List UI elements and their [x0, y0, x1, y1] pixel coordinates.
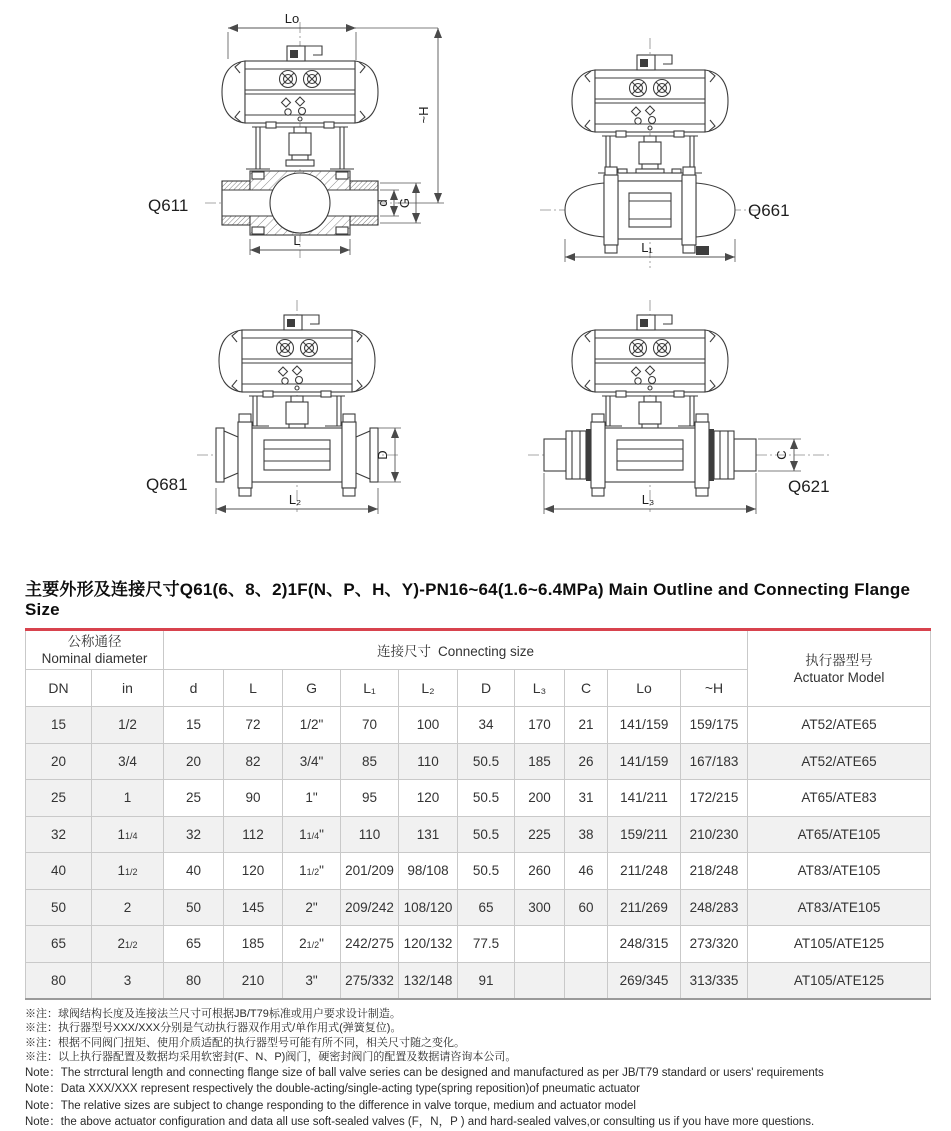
- table-cell: 260: [515, 853, 565, 890]
- table-cell: 1: [92, 780, 164, 817]
- table-cell: 3: [92, 962, 164, 999]
- table-cell: 200: [515, 780, 565, 817]
- table-cell: 1/2: [92, 707, 164, 744]
- table-cell: 25: [26, 780, 92, 817]
- table-cell: 32: [26, 816, 92, 853]
- dim-label-lo: Lo: [284, 11, 300, 26]
- table-cell: 70: [341, 707, 399, 744]
- table-cell: [565, 926, 608, 963]
- header-col: G: [283, 670, 341, 707]
- table-cell: [515, 926, 565, 963]
- table-cell: 110: [341, 816, 399, 853]
- table-cell: 11/4: [92, 816, 164, 853]
- table-cell: AT105/ATE125: [748, 962, 931, 999]
- table-cell: AT65/ATE83: [748, 780, 931, 817]
- table-cell: [565, 962, 608, 999]
- note-line: Note：Data XXX/XXX represent respectively the double-acting/single-acting type(spring reposition)of pneumatic actuator: [25, 1083, 640, 1095]
- diagram-q661: [540, 38, 790, 268]
- note-line: Note：The strrctural length and connecting flange size of ball valve series can be designed and manufactured as per JB/T79 standard or users' requirements: [25, 1066, 824, 1079]
- table-cell: 50.5: [458, 743, 515, 780]
- table-cell: 50.5: [458, 816, 515, 853]
- table-cell: 159/211: [608, 816, 681, 853]
- note-line: ※注：以上执行器配置及数据均采用软密封(F、N、P)阀门，硬密封阀门的配置及数据请咨询本公司。: [25, 1051, 517, 1063]
- dim-label-l2: L₂: [288, 492, 302, 507]
- note-line: ※注：球阀结构长度及连接法兰尺寸可根据JB/T79标准或用户要求设计制造。: [25, 1007, 401, 1020]
- table-cell: 31: [565, 780, 608, 817]
- diagram-label-q621: Q621: [788, 477, 830, 496]
- table-cell: AT105/ATE125: [748, 926, 931, 963]
- table-cell: 98/108: [399, 853, 458, 890]
- table-cell: 95: [341, 780, 399, 817]
- table-cell: 80: [26, 962, 92, 999]
- table-cell: 65: [26, 926, 92, 963]
- header-nominal-diameter: [26, 630, 164, 670]
- table-cell: 15: [164, 707, 224, 744]
- table-cell: AT52/ATE65: [748, 743, 931, 780]
- table-cell: 65: [164, 926, 224, 963]
- valve-diagrams-figure: [0, 0, 951, 558]
- table-cell: [515, 962, 565, 999]
- header-col: L₁: [341, 670, 399, 707]
- dim-label-l1: L₁: [641, 240, 653, 255]
- table-cell: 82: [224, 743, 283, 780]
- table-cell: 211/269: [608, 889, 681, 926]
- table-cell: 80: [164, 962, 224, 999]
- table-cell: 50: [26, 889, 92, 926]
- table-row: [26, 780, 931, 817]
- header-col: C: [565, 670, 608, 707]
- table-cell: 218/248: [681, 853, 748, 890]
- table-cell: 21: [565, 707, 608, 744]
- dimension-table: [25, 628, 931, 1000]
- header-connecting-size-en: Connecting size: [438, 644, 535, 659]
- table-cell: 201/209: [341, 853, 399, 890]
- dim-label-l3: L₃: [641, 492, 655, 507]
- table-cell: 11/2": [283, 853, 341, 890]
- notes-zh: [25, 1007, 951, 1065]
- table-cell: 108/120: [399, 889, 458, 926]
- table-cell: 21/2: [92, 926, 164, 963]
- table-cell: 50.5: [458, 780, 515, 817]
- notes: [25, 1007, 951, 1131]
- table-cell: 100: [399, 707, 458, 744]
- table-cell: 65: [458, 889, 515, 926]
- table-cell: 185: [224, 926, 283, 963]
- table-cell: 120: [399, 780, 458, 817]
- table-cell: 159/175: [681, 707, 748, 744]
- dim-label-g: G: [397, 197, 412, 209]
- table-cell: 242/275: [341, 926, 399, 963]
- header-col: L₃: [515, 670, 565, 707]
- table-cell: 172/215: [681, 780, 748, 817]
- header-actuator-model: [748, 630, 931, 707]
- table-cell: 110: [399, 743, 458, 780]
- table-body: [26, 707, 931, 999]
- table-cell: 11/2: [92, 853, 164, 890]
- table-cell: 300: [515, 889, 565, 926]
- table-row: [26, 853, 931, 890]
- table-cell: 50: [164, 889, 224, 926]
- table-cell: 225: [515, 816, 565, 853]
- table-cell: 112: [224, 816, 283, 853]
- table-cell: 2: [92, 889, 164, 926]
- table-cell: AT83/ATE105: [748, 889, 931, 926]
- table-cell: 40: [26, 853, 92, 890]
- table-cell: 141/159: [608, 707, 681, 744]
- table-cell: 2": [283, 889, 341, 926]
- dim-label-d: d: [375, 199, 390, 207]
- table-row: [26, 743, 931, 780]
- header-actuator-model-en: Actuator Model: [793, 669, 885, 685]
- table-cell: 32: [164, 816, 224, 853]
- table-cell: 273/320: [681, 926, 748, 963]
- table-cell: 20: [164, 743, 224, 780]
- table-cell: 90: [224, 780, 283, 817]
- dim-label-l: L: [293, 233, 301, 248]
- table-cell: AT83/ATE105: [748, 853, 931, 890]
- table-cell: 141/211: [608, 780, 681, 817]
- table-cell: 46: [565, 853, 608, 890]
- table-cell: 167/183: [681, 743, 748, 780]
- header-nominal-diameter-zh: 公称通径: [67, 634, 122, 649]
- header-nominal-diameter-en: Nominal diameter: [41, 651, 148, 666]
- table-cell: 11/4": [283, 816, 341, 853]
- table-cell: 25: [164, 780, 224, 817]
- table-cell: 132/148: [399, 962, 458, 999]
- table-cell: 248/283: [681, 889, 748, 926]
- header-col: Lo: [608, 670, 681, 707]
- table-cell: 3": [283, 962, 341, 999]
- table-cell: 211/248: [608, 853, 681, 890]
- table-cell: 185: [515, 743, 565, 780]
- table-row: [26, 962, 931, 999]
- table-cell: 38: [565, 816, 608, 853]
- header-actuator-model-zh: 执行器型号: [805, 652, 873, 668]
- diagram-label-q611: Q611: [148, 196, 189, 215]
- header-col: D: [458, 670, 515, 707]
- table-cell: 21/2": [283, 926, 341, 963]
- note-line: Note：the above actuator configuration and data all use soft-sealed valves (F，N，P ) and hard-sealed valves,or consulting us if you have more questions.: [25, 1116, 815, 1128]
- header-col: L₂: [399, 670, 458, 707]
- header-col: L: [224, 670, 283, 707]
- table-cell: 141/159: [608, 743, 681, 780]
- header-connecting-size-zh: 连接尺寸: [377, 644, 431, 659]
- table-cell: 248/315: [608, 926, 681, 963]
- table-cell: 60: [565, 889, 608, 926]
- table-cell: 91: [458, 962, 515, 999]
- table-cell: 1/2": [283, 707, 341, 744]
- section-title: 主要外形及连接尺寸Q61(6、8、2)1F(N、P、H、Y)-PN16~64(1.6~6.4MPa) Main Outline and Connecting Flange Size: [25, 580, 911, 619]
- table-cell: 3/4: [92, 743, 164, 780]
- table-cell: 120: [224, 853, 283, 890]
- table-cell: 313/335: [681, 962, 748, 999]
- table-cell: 209/242: [341, 889, 399, 926]
- notes-en: [25, 1065, 951, 1131]
- table-cell: 131: [399, 816, 458, 853]
- table-row: [26, 816, 931, 853]
- table-cell: 145: [224, 889, 283, 926]
- dim-label-d-outer: D: [375, 450, 390, 460]
- header-col: DN: [26, 670, 92, 707]
- table-row: [26, 926, 931, 963]
- table-cell: 3/4": [283, 743, 341, 780]
- table-cell: AT52/ATE65: [748, 707, 931, 744]
- table-cell: 85: [341, 743, 399, 780]
- diagram-label-q661: Q661: [748, 201, 790, 220]
- table-row: [26, 707, 931, 744]
- table-cell: 1": [283, 780, 341, 817]
- dim-label-c: C: [774, 450, 789, 460]
- diagram-q681: [146, 300, 401, 514]
- note-line: ※注：执行器型号XXX/XXX分别是气动执行器双作用式/单作用式(弹簧复位)。: [25, 1022, 402, 1034]
- header-col: ~H: [681, 670, 748, 707]
- diagram-label-q681: Q681: [146, 475, 188, 494]
- table-cell: 40: [164, 853, 224, 890]
- table-cell: 50.5: [458, 853, 515, 890]
- diagram-q611: [148, 11, 444, 258]
- table-cell: AT65/ATE105: [748, 816, 931, 853]
- header-connecting-size: [164, 630, 748, 670]
- table-cell: 210: [224, 962, 283, 999]
- table-cell: 34: [458, 707, 515, 744]
- note-line: Note：The relative sizes are subject to change responding to the difference in valve torque, medium and actuator model: [25, 1099, 636, 1112]
- table-cell: 77.5: [458, 926, 515, 963]
- table-cell: 26: [565, 743, 608, 780]
- table-cell: 170: [515, 707, 565, 744]
- table-cell: 275/332: [341, 962, 399, 999]
- table-cell: 120/132: [399, 926, 458, 963]
- header-col: in: [92, 670, 164, 707]
- table-cell: 15: [26, 707, 92, 744]
- diagram-q621: [528, 300, 830, 514]
- table-cell: 72: [224, 707, 283, 744]
- note-line: ※注：根据不同阀门扭矩、使用介质适配的执行器型号可能有所不同，相关尺寸随之变化。: [25, 1036, 465, 1049]
- dim-label-h: ~H: [416, 106, 431, 124]
- table-cell: 210/230: [681, 816, 748, 853]
- header-col: d: [164, 670, 224, 707]
- table-cell: 269/345: [608, 962, 681, 999]
- table-row: [26, 889, 931, 926]
- table-cell: 20: [26, 743, 92, 780]
